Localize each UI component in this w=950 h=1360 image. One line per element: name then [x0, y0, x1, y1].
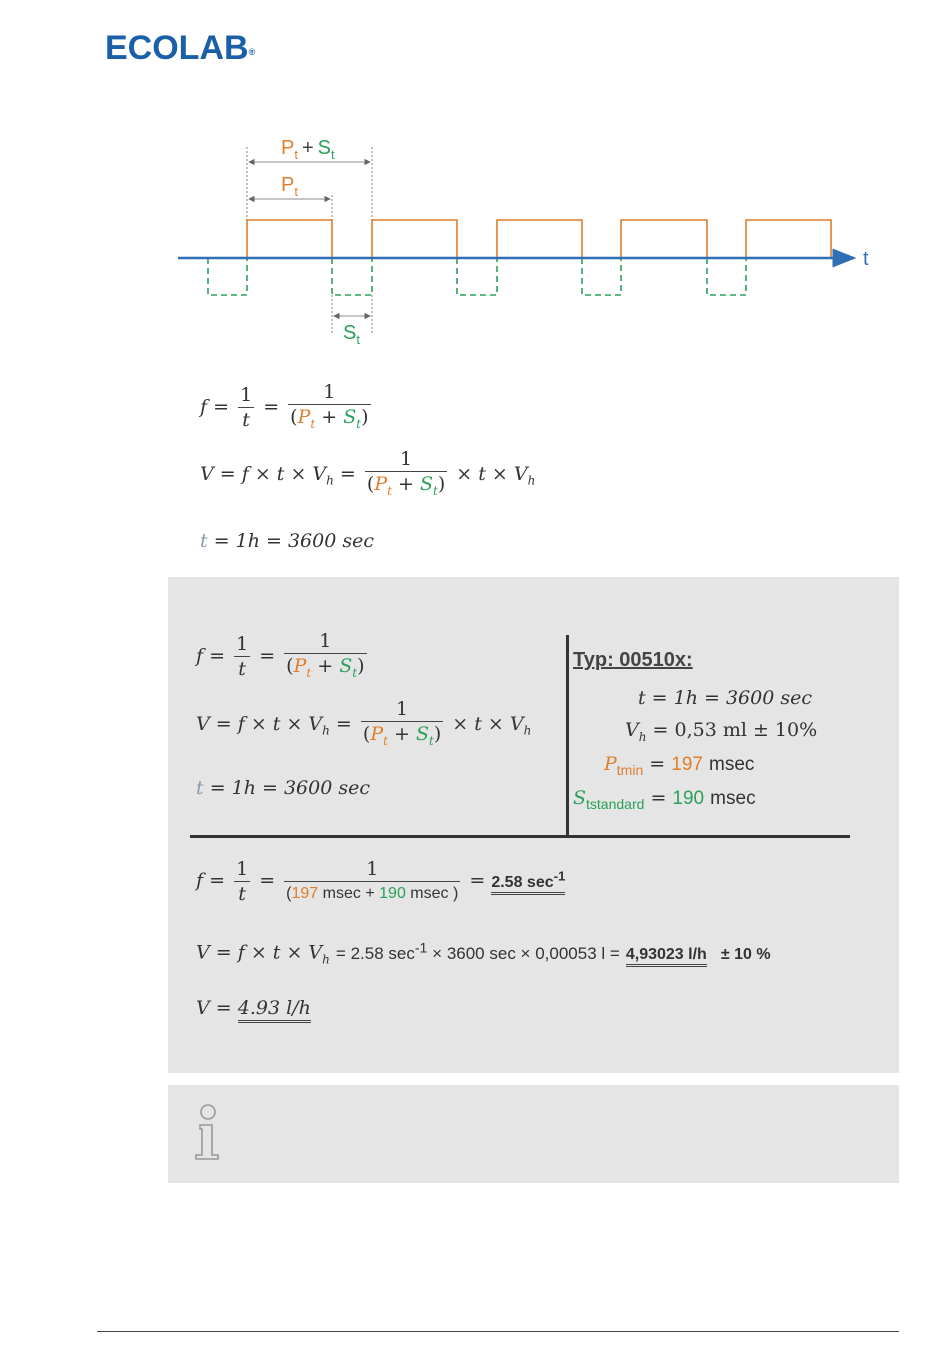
calc-volume-final: V = 4.93 l/h — [196, 997, 311, 1019]
panel-formula-volume: $V = f \times t \times V_h$ = $\frac{1}{(P_t + S_t)}$ × $t \times V_h$ — [196, 698, 532, 748]
pulse-timing-diagram — [168, 125, 880, 355]
panel-formula-frequency: f = $\frac{1}{t}$ = $\frac{1}{(P_t + S_t)}$ — [196, 630, 365, 681]
ecolab-logo: ECOLAB® — [105, 29, 256, 67]
calculation-panel — [168, 577, 899, 1073]
formula-volume: $V = f \times t \times V_h$ = $\frac{1}{(P_t + S_t)}$ × $t \times V_h$ — [200, 448, 536, 498]
pulse-train — [247, 220, 831, 258]
axis-label: t — [863, 248, 869, 270]
panel-formula-time: t = 1h = 3600 sec — [196, 777, 370, 799]
label-st: $S_t$ — [343, 322, 360, 347]
section-divider — [190, 835, 850, 838]
calc-volume: $V = f \times t \times V_h = 2.58$ $\sec^{-1} \times 3600$ sec × 0,00053 l = 4,93023 l/h ± 10 % — [196, 940, 771, 967]
type-time: t = 1h = 3600 sec — [638, 687, 812, 709]
info-panel — [168, 1085, 899, 1183]
type-pause-standard: $S_{tstandard} = 190$ msec — [573, 787, 756, 812]
type-title: Typ: 00510x: — [573, 649, 693, 671]
label-pt: $P_t$ — [281, 174, 298, 199]
calc-frequency: f = $\frac{1}{t}$ = $\frac{1}{(197 msec + 190 msec )}$ = 2.58 $\sec^{-1}$ — [196, 858, 566, 905]
type-volume-per-stroke: $V_h = 0,53$ ml ± 10% — [625, 719, 818, 744]
type-pulse-min: $P_{tmin} = 197$ msec — [604, 753, 755, 778]
info-icon — [192, 1103, 224, 1161]
footer-rule — [97, 1331, 899, 1332]
pause-train — [208, 258, 746, 295]
formula-time: t = 1h = 3600 sec — [200, 530, 374, 552]
label-pt-plus-st: $P_t + S_t$ — [281, 137, 335, 162]
formula-frequency: f = $\frac{1}{t}$ = $\frac{1}{(P_t + S_t)}$ — [200, 381, 369, 432]
column-divider — [566, 635, 569, 837]
